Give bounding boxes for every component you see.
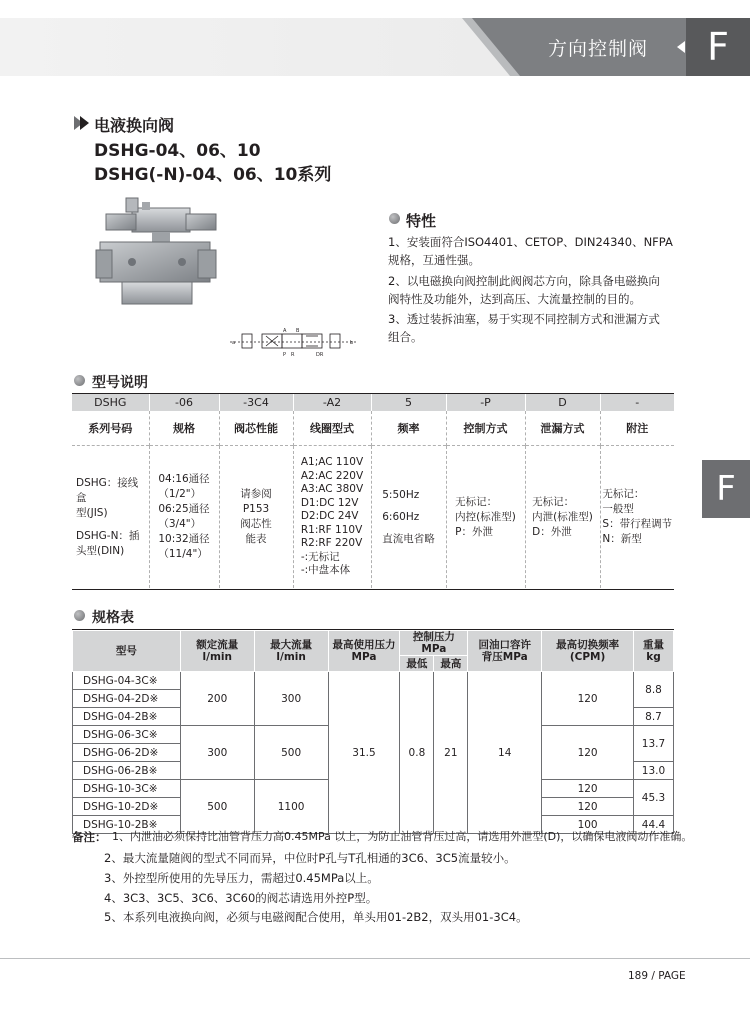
size-line: （3/4"）	[158, 518, 202, 530]
code-coil: -A2	[293, 394, 371, 411]
header-spool: 阀芯性能	[219, 411, 293, 446]
model-cell: DSHG-06-2D※	[73, 744, 181, 762]
freq-line: 直流电省略	[382, 533, 435, 545]
note-item-5: 5、本系列电液换向阀，必须与电磁阀配合使用，单头用01-2B2，双头用01-3C4。	[104, 910, 528, 924]
drain-line: 无标记：	[532, 495, 575, 508]
symbol-label-a: A	[283, 328, 287, 334]
max-pressure-label: 最高使用压力	[332, 639, 396, 651]
arrow-left-icon	[677, 41, 685, 53]
detail-notes	[600, 446, 674, 589]
weight-cell: 13.0	[634, 762, 674, 780]
detail-spool	[219, 446, 293, 589]
model-cell: DSHG-10-2D※	[73, 798, 181, 816]
model-cell: DSHG-06-2B※	[73, 762, 181, 780]
notes-line: S：带行程调节	[602, 518, 673, 530]
features-bullet-icon	[389, 213, 400, 224]
note-item-1: 1、内泄油必须保持比油管背压力高0.45MPa 以上，为防止油管背压过高，请选用外泄型(D)，以确保电液阀动作准确。	[112, 830, 693, 843]
symbol-label-sol-b: b	[350, 340, 354, 346]
detail-control	[446, 446, 525, 589]
section-letter: F	[707, 25, 729, 69]
spec-header-max-flow	[254, 631, 328, 672]
code-size: -06	[149, 394, 219, 411]
spec-header-weight	[634, 631, 674, 672]
freq-label: 最高切换频率	[556, 639, 620, 651]
note-item-2: 2、最大流量随阀的型式不同而异，中位时P孔与T孔相通的3C6、3C5流量较小。	[104, 851, 516, 865]
series-line: 型(JIS)	[76, 506, 108, 519]
size-line: （11/4"）	[158, 548, 208, 560]
valve-photo	[92, 194, 222, 312]
model-code-row	[72, 394, 674, 411]
product-name: 电液换向阀	[94, 116, 175, 135]
symbol-label-b: B	[296, 328, 300, 334]
code-control: -P	[446, 394, 525, 411]
model-cell: DSHG-04-2B※	[73, 708, 181, 726]
freq-cell: 120	[542, 780, 634, 798]
product-model-line2: DSHG(-N)-04、06、10系列	[94, 165, 332, 185]
control-line: 内控(标准型)	[455, 510, 516, 523]
spec-header-rated-flow	[180, 631, 254, 672]
freq-line: 6:60Hz	[382, 511, 420, 523]
feature-3-line1: 3、透过装拆油塞，易于实现不同控制方式和泄漏方式	[388, 312, 660, 326]
model-cell: DSHG-10-3C※	[73, 780, 181, 798]
freq-cell: 120	[542, 726, 634, 780]
max-flow-cell: 500	[254, 726, 328, 780]
spec-header-freq	[542, 631, 634, 672]
header-notes: 附注	[600, 411, 674, 446]
code-spool: -3C4	[219, 394, 293, 411]
drain-line: 内泄(标准型)	[532, 510, 593, 523]
weight-cell: 13.7	[634, 726, 674, 762]
side-tab-letter: F	[716, 469, 736, 509]
spec-header-back-pressure	[468, 631, 542, 672]
model-detail-row	[72, 446, 674, 589]
notes-line: 无标记：	[602, 488, 645, 500]
weight-cell: 44.4	[634, 816, 674, 834]
coil-line: A2:AC 220V	[300, 469, 364, 482]
freq-cell: 100	[542, 816, 634, 834]
spool-line: 阀芯性	[240, 518, 272, 530]
code-notes: -	[600, 394, 674, 411]
back-pressure-cell: 14	[468, 672, 542, 834]
spool-line: 能表	[245, 533, 267, 545]
coil-line: A3:AC 380V	[300, 483, 364, 495]
rated-flow-cell: 500	[180, 780, 254, 834]
symbol-label-sol-a: a	[232, 340, 236, 346]
category-title: 方向控制阀	[548, 38, 649, 60]
header-drain: 泄漏方式	[525, 411, 600, 446]
code-drain: D	[525, 394, 600, 411]
notes-label: 备注：	[72, 830, 107, 844]
max-pressure-cell: 31.5	[328, 672, 400, 834]
model-code-bullet-icon	[74, 375, 85, 386]
header-freq: 频率	[371, 411, 446, 446]
model-cell: DSHG-04-3C※	[73, 672, 181, 690]
coil-line: D1:DC 12V	[300, 496, 359, 509]
feature-item-1	[388, 233, 688, 269]
weight-cell: 45.3	[634, 780, 674, 816]
spool-line: P153	[242, 503, 270, 515]
model-cell: DSHG-10-2B※	[73, 816, 181, 834]
coil-line: -:中盘本体	[300, 564, 351, 576]
detail-series	[72, 446, 149, 589]
rated-flow-cell: 200	[180, 672, 254, 726]
coil-line: D2:DC 24V	[300, 510, 359, 522]
header-size: 规格	[149, 411, 219, 446]
back-pressure-unit: 背压MPa	[481, 651, 528, 663]
model-cell: DSHG-04-2D※	[73, 690, 181, 708]
freq-cell: 120	[542, 672, 634, 726]
pilot-min-cell: 0.8	[400, 672, 434, 834]
symbol-label-p: P	[283, 352, 287, 358]
spec-title: 规格表	[92, 610, 134, 626]
freq-unit: (CPM)	[569, 651, 606, 663]
max-flow-unit: l/min	[276, 651, 306, 663]
model-code-title: 型号说明	[92, 375, 148, 391]
features-title: 特性	[406, 212, 437, 230]
feature-item-2	[388, 272, 688, 308]
hydraulic-symbol	[230, 326, 358, 358]
notes-line: 一般型	[602, 503, 634, 515]
model-header-row	[72, 411, 674, 446]
coil-line: -:无标记	[300, 550, 340, 563]
code-freq: 5	[371, 394, 446, 411]
detail-freq	[371, 446, 446, 589]
spec-bullet-icon	[74, 610, 85, 621]
feature-3-line2: 组合。	[388, 330, 423, 344]
rated-flow-unit: l/min	[202, 651, 232, 663]
feature-item-3	[388, 310, 688, 346]
weight-unit: kg	[646, 651, 661, 663]
spec-header-max-pressure	[328, 631, 400, 672]
control-line: P：外泄	[455, 525, 493, 538]
spec-header-pilot-max: 最高	[434, 656, 468, 672]
control-line: 无标记：	[455, 495, 498, 508]
title-arrow-icon-2	[80, 116, 89, 130]
rated-flow-label: 额定流量	[196, 639, 239, 651]
symbol-label-r: R	[291, 352, 295, 358]
drain-line: D：外泄	[532, 525, 572, 538]
series-line: DSHG：接线盒	[76, 476, 139, 504]
symbol-label-dr: DR	[316, 352, 324, 358]
size-line: （1/2"）	[158, 488, 202, 500]
rated-flow-cell: 300	[180, 726, 254, 780]
header-control: 控制方式	[446, 411, 525, 446]
freq-cell: 120	[542, 798, 634, 816]
header-series: 系列号码	[88, 422, 133, 435]
detail-drain	[525, 446, 600, 589]
footer-rule	[0, 958, 750, 959]
max-flow-cell: 1100	[254, 780, 328, 834]
spec-header-pilot-min: 最低	[400, 656, 434, 672]
detail-coil	[293, 446, 371, 589]
note-item-3: 3、外控型所使用的先导压力，需超过0.45MPa以上。	[104, 871, 379, 885]
series-line: 头型(DIN)	[76, 544, 125, 557]
coil-line: A1;AC 110V	[300, 456, 364, 468]
size-line: 06:25通径	[158, 503, 210, 515]
notes-line: N：新型	[602, 533, 642, 545]
max-flow-cell: 300	[254, 672, 328, 726]
feature-2-line2: 阀特性及功能外，达到高压、大流量控制的目的。	[388, 292, 641, 306]
detail-size	[149, 446, 219, 589]
model-code-bottom-rule	[72, 589, 674, 590]
product-model-line1: DSHG-04、06、10	[94, 141, 261, 161]
weight-cell: 8.8	[634, 672, 674, 708]
spec-table	[72, 630, 674, 834]
note-item-4: 4、3C3、3C5、3C6、3C60的阀芯请选用外控P型。	[104, 891, 378, 905]
weight-cell: 8.7	[634, 708, 674, 726]
spec-header-pilot-pressure: 控制压力MPa	[400, 631, 468, 656]
table-row	[73, 672, 674, 690]
size-line: 04:16通径	[158, 473, 210, 485]
pilot-max-cell: 21	[434, 672, 468, 834]
feature-1-line2: 规格，互通性强。	[388, 253, 480, 267]
max-pressure-unit: MPa	[351, 651, 377, 663]
max-flow-label: 最大流量	[270, 639, 313, 651]
coil-line: R1:RF 110V	[300, 523, 363, 536]
series-line: DSHG-N：插	[76, 529, 140, 542]
spec-header-model: 型号	[73, 631, 181, 672]
feature-2-line1: 2、以电磁换向阀控制此阀阀芯方向，除具备电磁换向	[388, 274, 660, 288]
model-code-table	[72, 394, 674, 588]
feature-1-line1: 1、安装面符合ISO4401、CETOP、DIN24340、NFPA	[388, 235, 673, 249]
code-series: DSHG	[72, 394, 149, 411]
size-line: 10:32通径	[158, 533, 210, 545]
weight-label: 重量	[643, 639, 664, 651]
coil-line: R2:RF 220V	[300, 537, 363, 549]
spool-line: 请参阅	[240, 488, 272, 500]
model-cell: DSHG-06-3C※	[73, 726, 181, 744]
freq-line: 5:50Hz	[382, 489, 420, 501]
header-coil: 线圈型式	[293, 411, 371, 446]
page-number: 189 / PAGE	[628, 970, 686, 982]
back-pressure-label: 回油口容许	[478, 639, 531, 651]
